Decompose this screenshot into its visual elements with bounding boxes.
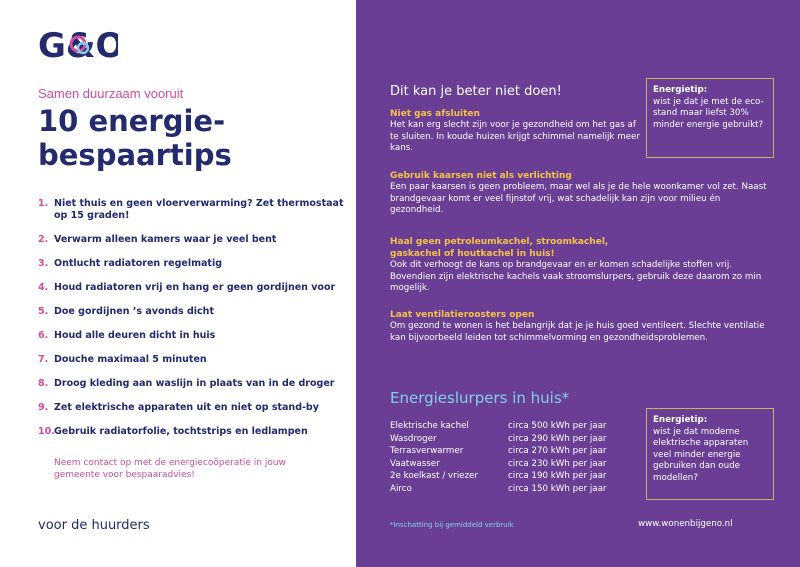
energy-tip-title: Energietip:	[653, 85, 708, 95]
tip-item	[38, 378, 348, 390]
dont-item	[390, 108, 640, 155]
website-link[interactable]: www.wonenbijgeno.nl	[638, 519, 733, 529]
tip-text: Droog kleding aan waslijn in plaats van in de droger	[54, 378, 335, 389]
subtitle: Samen duurzaam vooruit	[38, 86, 184, 101]
tips-list	[38, 198, 348, 450]
usage-cell: circa 190 kWh per jaar	[508, 471, 607, 482]
usage-cell: circa 150 kWh per jaar	[508, 483, 607, 494]
tip-item	[38, 330, 348, 342]
right-panel	[356, 0, 800, 567]
table-row	[390, 445, 607, 458]
slurpers-heading: Energieslurpers in huis*	[390, 389, 570, 407]
dont-item-title: Niet gas afsluiten	[390, 109, 480, 119]
tip-item	[38, 306, 348, 318]
tip-text: Houd radiatoren vrij en hang er geen gordijnen voor	[54, 282, 336, 293]
tip-item	[38, 234, 348, 246]
device-cell: Airco	[390, 483, 412, 494]
dont-item-text: Het kan erg slecht zijn voor je gezondheid om het gas af te sluiten. In koude huizen krijgt schimmel namelijk meer kans.	[390, 120, 640, 153]
table-row	[390, 433, 607, 446]
device-cell: Wasdroger	[390, 433, 437, 444]
usage-cell: circa 290 kWh per jaar	[508, 433, 607, 444]
device-cell: 2e koelkast / vriezer	[390, 471, 478, 482]
page-title: 10 energie-bespaartips	[38, 104, 232, 172]
tip-text: Doe gordijnen ’s avonds dicht	[54, 306, 214, 317]
dont-heading: Dit kan je beter niet doen!	[390, 84, 562, 99]
tip-number: 9.	[38, 402, 49, 413]
device-cell: Terrasverwarmer	[390, 446, 464, 457]
dont-item	[390, 309, 770, 344]
energy-tip-title: Energietip:	[653, 415, 708, 425]
tip-item	[38, 426, 348, 438]
tip-item	[38, 258, 348, 270]
tip-item	[38, 354, 348, 366]
tip-number: 10.	[38, 426, 55, 437]
tip-number: 4.	[38, 282, 49, 293]
dont-item-text: Om gezond te wonen is het belangrijk dat je je huis goed ventileert. Slechte ventilatie kan bijvoorbeeld leiden tot schimmelvorming en gezondheidsproblemen.	[390, 321, 765, 343]
dont-item	[390, 170, 770, 217]
tip-number: 6.	[38, 330, 49, 341]
usage-cell: circa 500 kWh per jaar	[508, 421, 607, 431]
device-cell: Vaatwasser	[390, 458, 440, 469]
tip-text: Ontlucht radiatoren regelmatig	[54, 258, 223, 269]
dont-item-text: Een paar kaarsen is geen probleem, maar wel als je de hele woonkamer vol zet. Naast brandgevaar komt er veel fijnstof vrij, wat schadelijk kan zijn voor milieu én gezondheid.	[390, 182, 767, 215]
tip-number: 1.	[38, 198, 49, 209]
tip-number: 8.	[38, 378, 49, 389]
tip-text: Niet thuis en geen vloerverwarming? Zet thermostaat op 15 graden!	[54, 198, 344, 221]
tip-number: 7.	[38, 354, 49, 365]
logo-graphic	[38, 24, 118, 64]
tip-number: 2.	[38, 234, 49, 245]
dont-item	[390, 236, 770, 295]
tip-text: Gebruik radiatorfolie, tochtstrips en ledlampen	[54, 426, 308, 437]
usage-cell: circa 230 kWh per jaar	[508, 458, 607, 469]
left-panel	[0, 0, 356, 567]
tip-text: Zet elektrische apparaten uit en niet op stand-by	[54, 402, 319, 413]
dont-item-title: Gebruik kaarsen niet als verlichting	[390, 171, 572, 181]
tip-item	[38, 198, 348, 222]
energy-tip-box	[646, 78, 774, 158]
dont-item-title: Laat ventilatieroosters open	[390, 310, 535, 320]
dont-item-title: Haal geen petroleumkachel, stroomkachel, gaskachel of houtkachel in huis!	[390, 237, 609, 259]
tip-number: 3.	[38, 258, 49, 269]
audience-footer: voor de huurders	[38, 518, 150, 533]
tip-text: Verwarm alleen kamers waar je veel bent	[54, 234, 277, 245]
energy-tip-text: wist je dat je met de eco-stand maar liefst 30% minder energie gebruikt?	[653, 96, 764, 130]
table-row	[390, 483, 607, 496]
tip-text: Douche maximaal 5 minuten	[54, 354, 207, 365]
tip-item	[38, 402, 348, 414]
go-logo	[38, 24, 118, 64]
slurpers-table	[390, 420, 607, 496]
footnote: *Inschatting bij gemiddeld verbruik	[390, 521, 514, 529]
contact-note: Neem contact op met de energiecoöperatie in jouw gemeente voor bespaaradvies!	[54, 458, 286, 480]
usage-cell: circa 270 kWh per jaar	[508, 446, 607, 457]
tip-text: Houd alle deuren dicht in huis	[54, 330, 216, 341]
logo-text: G&O	[38, 26, 118, 64]
energy-tip-box	[646, 408, 774, 500]
tip-item	[38, 282, 348, 294]
dont-item-text: Ook dit verhoogt de kans op brandgevaar en er komen schadelijke stoffen vrij. Bovendien zijn elektrische kachels vaak stroomslurpers, gebruik deze daarom zo min mogelijk.	[390, 260, 762, 293]
table-row	[390, 420, 607, 433]
table-row	[390, 470, 607, 483]
tip-number: 5.	[38, 306, 49, 317]
table-row	[390, 458, 607, 471]
energy-tip-text: wist je dat moderne elektrische apparaten veel minder energie gebruiken dan oude modellen?	[653, 426, 749, 483]
device-cell: Elektrische kachel	[390, 421, 469, 431]
